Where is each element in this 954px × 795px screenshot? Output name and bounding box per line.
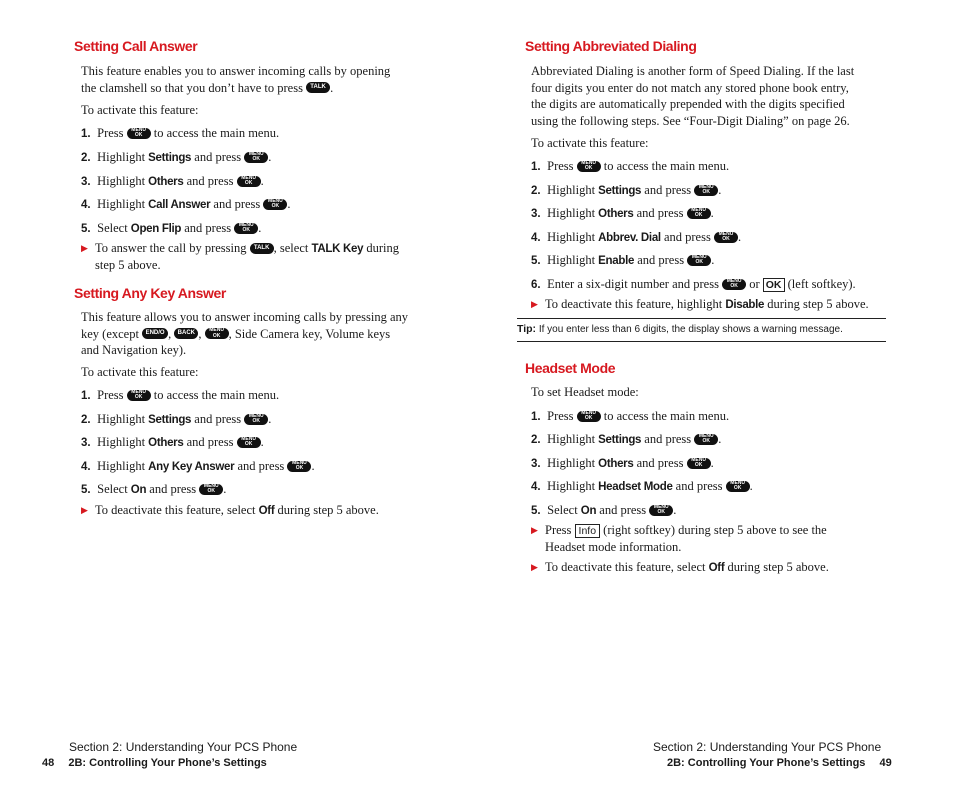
menu-ok-key-icon: MENU OK [694, 185, 718, 196]
tip-label: Tip: [517, 323, 537, 335]
heading-headset-mode: Headset Mode [525, 360, 616, 376]
menu-ok-key-icon: MENU OK [237, 176, 261, 187]
headset-note-1: ▶ Press Info (right softkey) during step 5 above to see the Headset mode information. [531, 523, 827, 554]
bullet-arrow-icon: ▶ [81, 505, 88, 515]
abbrev-step-2: 2. Highlight Settings and press MENU OK . [531, 183, 722, 197]
menu-ok-key-icon: MENU OK [263, 199, 287, 210]
back-key-icon: BACK [174, 328, 198, 339]
menu-ok-key-icon: MENU OK [726, 481, 750, 492]
menu-ok-key-icon: MENU OK [649, 505, 673, 516]
headset-note-2: ▶ To deactivate this feature, select Off during step 5 above. [531, 560, 829, 574]
chapter-label-right: 2B: Controlling Your Phone’s Settings [667, 757, 866, 769]
any-key-intro: This feature allows you to answer incoming calls by pressing any key (except END/O , BACK , MENU OK , Side Camera key, Volume keys and Navigation key). [81, 310, 409, 357]
tip-text: If you enter less than 6 digits, the display shows a warning message. [538, 324, 843, 335]
any-key-step-5: 5. Select On and press MENU OK . [81, 482, 227, 496]
abbrev-step-3: 3. Highlight Others and press MENU OK . [531, 206, 714, 220]
talk-key-icon: TALK [306, 82, 330, 93]
menu-ok-key-icon: MENU OK [244, 152, 268, 163]
call-answer-step-2: 2. Highlight Settings and press MENU OK . [81, 150, 272, 164]
headset-intro: To set Headset mode: [531, 385, 639, 399]
bullet-arrow-icon: ▶ [81, 243, 88, 253]
abbrev-step-4: 4. Highlight Abbrev. Dial and press MENU OK . [531, 230, 742, 244]
footer-section-left: Section 2: Understanding Your PCS Phone [69, 740, 298, 754]
headset-step-4: 4. Highlight Headset Mode and press MENU OK . [531, 479, 753, 493]
any-key-activate: To activate this feature: [81, 365, 199, 379]
menu-ok-key-icon: MENU OK [237, 437, 261, 448]
headset-step-3: 3. Highlight Others and press MENU OK . [531, 456, 714, 470]
menu-ok-key-icon: MENU OK [199, 484, 223, 495]
menu-ok-key-icon: MENU OK [714, 232, 738, 243]
abbrev-note: ▶ To deactivate this feature, highlight Disable during step 5 above. [531, 297, 869, 311]
heading-any-key-answer: Setting Any Key Answer [74, 285, 226, 301]
heading-abbreviated-dialing: Setting Abbreviated Dialing [525, 38, 697, 54]
chapter-label-left: 2B: Controlling Your Phone’s Settings [68, 757, 267, 769]
call-answer-step-5: 5. Select Open Flip and press MENU OK . [81, 221, 262, 235]
abbrev-activate: To activate this feature: [531, 136, 649, 150]
any-key-note: ▶ To deactivate this feature, select Off during step 5 above. [81, 503, 379, 517]
page-number-left: 48 [42, 757, 55, 769]
any-key-step-4: 4. Highlight Any Key Answer and press MENU OK . [81, 459, 315, 473]
headset-step-5: 5. Select On and press MENU OK . [531, 503, 677, 517]
any-key-step-2: 2. Highlight Settings and press MENU OK . [81, 412, 272, 426]
call-answer-step-3: 3. Highlight Others and press MENU OK . [81, 174, 264, 188]
page-number-right: 49 [879, 757, 892, 769]
menu-ok-key-icon: MENU OK [687, 208, 711, 219]
menu-ok-key-icon: MENU OK [722, 279, 746, 290]
menu-ok-key-icon: MENU OK [687, 458, 711, 469]
end-key-icon: END/O [142, 328, 168, 339]
call-answer-step-1: 1. Press MENU OK to access the main menu. [81, 126, 280, 140]
talk-key-icon: TALK [250, 243, 274, 254]
abbrev-step-6: 6. Enter a six-digit number and press MENU OK or OK (left softkey). [531, 277, 856, 292]
info-softkey: Info [575, 524, 601, 538]
menu-ok-key-icon: MENU OK [127, 390, 151, 401]
menu-ok-key-icon: MENU OK [577, 411, 601, 422]
bullet-arrow-icon: ▶ [531, 299, 538, 309]
abbrev-step-5: 5. Highlight Enable and press MENU OK . [531, 253, 715, 267]
footer-left [42, 757, 267, 769]
heading-call-answer: Setting Call Answer [74, 38, 198, 54]
menu-ok-key-icon: MENU OK [694, 434, 718, 445]
abbrev-intro: Abbreviated Dialing is another form of Speed Dialing. If the last four digits you enter do not match any stored phone book entry, the digits are automatically prepended with the digits specified using the following steps. See “Four-Digit Dialing” on page 26. [531, 64, 855, 128]
tip-box [517, 318, 886, 342]
any-key-step-1: 1. Press MENU OK to access the main menu. [81, 388, 280, 402]
footer-section-right: Section 2: Understanding Your PCS Phone [653, 740, 882, 754]
menu-ok-key-icon: MENU OK [234, 223, 258, 234]
call-answer-intro: This feature enables you to answer incoming calls by opening the clamshell so that you don’t have to press TALK . [81, 64, 391, 95]
ok-softkey: OK [763, 278, 785, 292]
bullet-arrow-icon: ▶ [531, 525, 538, 535]
bullet-arrow-icon: ▶ [531, 562, 538, 572]
headset-step-2: 2. Highlight Settings and press MENU OK . [531, 432, 722, 446]
footer-right [667, 757, 892, 769]
abbrev-step-1: 1. Press MENU OK to access the main menu. [531, 159, 730, 173]
headset-step-1: 1. Press MENU OK to access the main menu. [531, 409, 730, 423]
menu-ok-key-icon: MENU OK [287, 461, 311, 472]
menu-ok-key-icon: MENU OK [127, 128, 151, 139]
any-key-step-3: 3. Highlight Others and press MENU OK . [81, 435, 264, 449]
call-answer-note: ▶ To answer the call by pressing TALK , select TALK Key during step 5 above. [81, 241, 399, 272]
call-answer-activate: To activate this feature: [81, 103, 199, 117]
call-answer-step-4: 4. Highlight Call Answer and press MENU OK . [81, 197, 291, 211]
menu-ok-key-icon: MENU OK [244, 414, 268, 425]
menu-ok-key-icon: MENU OK [687, 255, 711, 266]
menu-ok-key-icon: MENU OK [205, 328, 229, 339]
menu-ok-key-icon: MENU OK [577, 161, 601, 172]
